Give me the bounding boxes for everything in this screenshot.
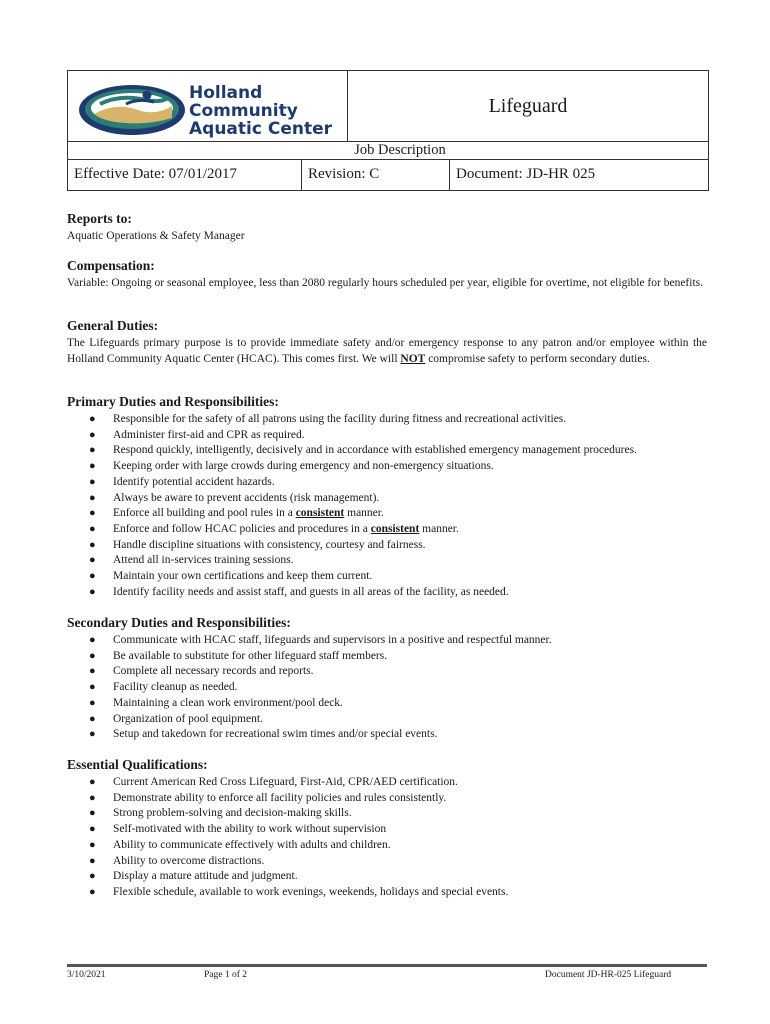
logo-line-2: Community <box>189 101 298 121</box>
list-item-text: Maintaining a clean work environment/pool deck. <box>113 696 343 709</box>
list-item <box>67 664 707 680</box>
list-item-text: Demonstrate ability to enforce all facility policies and rules consistently. <box>113 791 447 804</box>
list-item <box>67 838 707 854</box>
list-item-text: Current American Red Cross Lifeguard, First-Aid, CPR/AED certification. <box>113 776 458 788</box>
revision: Revision: C <box>302 160 450 191</box>
bullet-icon: ● <box>89 870 96 883</box>
reports-to-section <box>67 210 707 245</box>
footer-divider <box>67 964 707 967</box>
list-item-text: Identify facility needs and assist staff, and guests in all areas of the facility, as needed. <box>113 585 509 598</box>
list-item <box>67 791 707 807</box>
bullet-icon: ● <box>89 665 96 678</box>
list-item-text: Always be aware to prevent accidents (risk management). <box>113 491 380 504</box>
emphasis-text: consistent <box>295 507 345 520</box>
bullet-icon: ● <box>89 696 96 709</box>
primary-duties-heading: Primary Duties and Responsibilities: <box>67 394 279 409</box>
qualifications-heading: Essential Qualifications: <box>67 757 208 772</box>
list-item-text: Ability to overcome distractions. <box>113 854 265 867</box>
bullet-icon: ● <box>89 538 96 551</box>
bullet-icon: ● <box>89 554 96 567</box>
bullet-icon: ● <box>89 712 96 725</box>
general-duties-emphasis: NOT <box>400 352 426 365</box>
list-item <box>67 538 707 554</box>
general-duties-section <box>67 317 707 367</box>
list-item-text: Display a mature attitude and judgment. <box>113 870 298 883</box>
bullet-icon: ● <box>89 428 96 441</box>
list-item-text: Setup and takedown for recreational swim times and/or special events. <box>113 728 438 741</box>
primary-duties-list <box>67 412 707 600</box>
general-duties-heading: General Duties: <box>67 318 159 333</box>
list-item <box>67 412 707 428</box>
emphasis-text: consistent <box>370 522 420 535</box>
list-item-text: Be available to substitute for other lifeguard staff members. <box>113 649 388 662</box>
bullet-icon: ● <box>89 807 96 820</box>
list-item <box>67 633 707 649</box>
compensation-body: Variable: Ongoing or seasonal employee, less than 2080 regularly hours scheduled per year, eligible for overtime, not eligible for benefits. <box>67 277 703 289</box>
list-item-text: Handle discipline situations with consistency, courtesy and fairness. <box>113 538 426 551</box>
secondary-duties-list <box>67 633 707 743</box>
list-item-text: Responsible for the safety of all patrons using the facility during fitness and recreational activities. <box>113 413 567 425</box>
list-item <box>67 522 707 538</box>
list-item <box>67 491 707 507</box>
document-number: Document: JD-HR 025 <box>456 166 596 182</box>
bullet-icon: ● <box>89 649 96 662</box>
list-item <box>67 506 707 522</box>
list-item <box>67 649 707 665</box>
list-item <box>67 712 707 728</box>
list-item-text: Facility cleanup as needed. <box>113 681 238 694</box>
effective-date: Effective Date: 07/01/2017 <box>68 160 302 191</box>
list-item <box>67 806 707 822</box>
bullet-icon: ● <box>89 634 96 646</box>
primary-duties-section <box>67 393 707 600</box>
list-item-text: Strong problem-solving and decision-making skills. <box>113 807 352 820</box>
list-item-text: Maintain your own certifications and keep them current. <box>113 570 373 583</box>
list-item-text: Organization of pool equipment. <box>113 712 263 725</box>
document-title: Lifeguard <box>488 95 568 117</box>
bullet-icon: ● <box>89 681 96 694</box>
list-item <box>67 854 707 870</box>
job-description-label: Job Description <box>68 141 708 159</box>
list-item <box>67 822 707 838</box>
secondary-duties-heading: Secondary Duties and Responsibilities: <box>67 615 291 630</box>
list-item-text: Ability to communicate effectively with adults and children. <box>113 838 391 851</box>
reports-to-heading: Reports to: <box>67 211 132 226</box>
list-item <box>67 869 707 885</box>
qualifications-list <box>67 775 707 901</box>
list-item-text: Self-motivated with the ability to work without supervision <box>113 823 387 836</box>
bullet-icon: ● <box>89 791 96 804</box>
list-item <box>67 459 707 475</box>
list-item-text: Keeping order with large crowds during emergency and non-emergency situations. <box>113 460 494 473</box>
list-item <box>67 696 707 712</box>
list-item-text: Flexible schedule, available to work evenings, weekends, holidays and special events. <box>113 885 509 898</box>
bullet-icon: ● <box>89 854 96 867</box>
logo-cell <box>68 71 348 141</box>
secondary-duties-section <box>67 614 707 743</box>
list-item-text: Enforce and follow HCAC policies and procedures in a <box>113 522 371 535</box>
header-row-top <box>68 71 708 141</box>
qualifications-section <box>67 756 707 901</box>
list-item-text: Complete all necessary records and reports. <box>113 665 314 678</box>
bullet-icon: ● <box>89 585 96 598</box>
footer-date: 3/10/2021 <box>67 970 106 980</box>
list-item <box>67 569 707 585</box>
bullet-icon: ● <box>89 728 96 741</box>
list-item-text: Respond quickly, intelligently, decisively and in accordance with established emergency management procedures. <box>113 444 637 457</box>
list-item <box>67 885 707 901</box>
footer-page-number: Page 1 of 2 <box>204 970 248 980</box>
header-row-meta <box>68 159 708 190</box>
list-item-text: Attend all in-services training sessions. <box>113 554 294 567</box>
logo-line-1: Holland <box>189 83 263 103</box>
bullet-icon: ● <box>89 776 96 788</box>
compensation-heading: Compensation: <box>67 258 155 273</box>
general-duties-text-1: The Lifeguards primary purpose is to provide immediate safety and/or emergency response to any patron and/or employee within the Holland Community Aquatic Center (HCAC). This comes first. We will <box>67 337 707 365</box>
bullet-icon: ● <box>89 413 96 425</box>
reports-to-body: Aquatic Operations & Safety Manager <box>67 230 245 242</box>
list-item-text: Communicate with HCAC staff, lifeguards and supervisors in a positive and respectful manner. <box>113 634 552 646</box>
general-duties-body <box>67 336 707 367</box>
title-cell <box>348 71 708 141</box>
bullet-icon: ● <box>89 570 96 583</box>
list-item-text: manner. <box>344 507 384 520</box>
footer-document-id: Document JD-HR-025 Lifeguard <box>545 970 672 980</box>
compensation-section <box>67 257 707 292</box>
bullet-icon: ● <box>89 885 96 898</box>
list-item <box>67 585 707 601</box>
bullet-icon: ● <box>89 823 96 836</box>
bullet-icon: ● <box>89 475 96 488</box>
bullet-icon: ● <box>89 507 96 520</box>
list-item <box>67 553 707 569</box>
list-item <box>67 443 707 459</box>
hcac-logo <box>76 74 346 140</box>
bullet-icon: ● <box>89 838 96 851</box>
bullet-icon: ● <box>89 522 96 535</box>
list-item <box>67 475 707 491</box>
bullet-icon: ● <box>89 444 96 457</box>
general-duties-text-2: compromise safety to perform secondary duties. <box>425 352 650 365</box>
bullet-icon: ● <box>89 460 96 473</box>
list-item-text: Administer first-aid and CPR as required. <box>113 428 305 441</box>
document-header-table <box>67 70 709 191</box>
list-item <box>67 775 707 791</box>
list-item <box>67 680 707 696</box>
logo-line-3: Aquatic Center <box>189 119 332 139</box>
list-item-text: Identify potential accident hazards. <box>113 475 275 488</box>
list-item-text: Enforce all building and pool rules in a <box>113 507 296 520</box>
list-item <box>67 727 707 743</box>
list-item <box>67 428 707 444</box>
list-item-text: manner. <box>419 522 459 535</box>
bullet-icon: ● <box>89 491 96 504</box>
